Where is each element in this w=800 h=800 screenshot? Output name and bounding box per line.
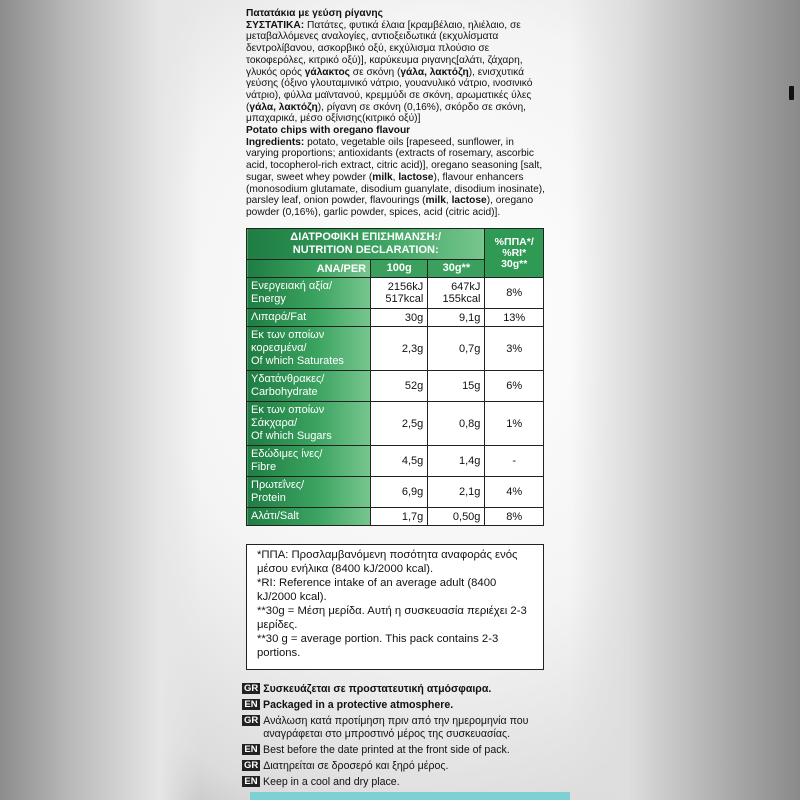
language-badge: EN <box>242 744 260 755</box>
storage-text: Keep in a cool and dry place. <box>263 776 400 788</box>
storage-text: Ανάλωση κατά προτίμηση πριν από την ημερομηνία που αναγράφεται στο μπροστινό μέρος της συσκευασίας. <box>263 715 529 740</box>
language-badge: GR <box>244 715 259 726</box>
value-100g: 30g <box>371 309 428 327</box>
nutrient-label: Ενεργειακή αξία/ Energy <box>247 278 371 309</box>
nutrition-row <box>247 371 544 402</box>
value-30g: 0,50g <box>428 508 485 526</box>
nutrient-label: Υδατάνθρακες/ Carbohydrate <box>247 371 371 402</box>
language-badge: GR <box>244 760 259 771</box>
col-100g: 100g <box>371 260 428 278</box>
footnote-en-ri: *RI: Reference intake of an average adult (8400 kJ/2000 kcal). <box>257 577 497 603</box>
value-30g: 647kJ 155kcal <box>428 278 485 309</box>
storage-line <box>242 744 572 757</box>
nutrient-label: Εκ των οποίων κορεσμένα/ Of which Saturates <box>247 327 371 371</box>
nutrition-row <box>247 327 544 371</box>
ri-header: %ΠΠΑ*/ %RI* 30g** <box>485 229 544 278</box>
value-30g: 9,1g <box>428 309 485 327</box>
value-100g: 6,9g <box>371 477 428 508</box>
language-badge: EN <box>242 776 260 787</box>
nutrition-row <box>247 446 544 477</box>
storage-text: Διατηρείται σε δροσερό και ξηρό μέρος. <box>263 760 449 772</box>
nutrition-row <box>247 278 544 309</box>
storage-text: Packaged in a protective atmosphere. <box>263 699 454 711</box>
value-100g: 2156kJ 517kcal <box>371 278 428 309</box>
storage-text: Best before the date printed at the front side of pack. <box>263 744 510 756</box>
value-30g: 1,4g <box>428 446 485 477</box>
value-30g: 0,8g <box>428 402 485 446</box>
teal-strip <box>250 792 570 800</box>
storage-line <box>242 699 572 712</box>
nutrition-table <box>246 228 544 526</box>
nutrition-row <box>247 402 544 446</box>
storage-line <box>242 776 572 789</box>
language-badge: GR <box>244 683 259 694</box>
nutrition-row <box>247 477 544 508</box>
ingredients-block <box>246 8 546 219</box>
value-ri: 3% <box>485 327 544 371</box>
nutrient-label: Πρωτεΐνες/ Protein <box>247 477 371 508</box>
footnote-gr-portion: **30g = Μέση μερίδα. Αυτή η συσκευασία περιέχει 2-3 μερίδες. <box>257 605 527 631</box>
language-badge: EN <box>242 699 260 710</box>
value-ri: 6% <box>485 371 544 402</box>
nutrition-table-wrap <box>246 228 544 526</box>
value-100g: 4,5g <box>371 446 428 477</box>
value-ri: 1% <box>485 402 544 446</box>
nutrition-row <box>247 309 544 327</box>
value-100g: 52g <box>371 371 428 402</box>
nutrient-label: Εκ των οποίων Σάκχαρα/ Of which Sugars <box>247 402 371 446</box>
storage-line <box>242 760 572 773</box>
value-ri: 4% <box>485 477 544 508</box>
bag-right-edge <box>570 0 800 800</box>
value-ri: - <box>485 446 544 477</box>
print-mark <box>789 86 794 100</box>
footnote-gr-ri: *ΠΠΑ: Προσλαμβανόμενη ποσότητα αναφοράς ενός μέσου ενήλικα (8400 kJ/2000 kcal). <box>257 549 518 575</box>
value-ri: 13% <box>485 309 544 327</box>
value-100g: 2,3g <box>371 327 428 371</box>
ingredients-gr: ΣΥΣΤΑΤΙΚΑ: Πατάτες, φυτικά έλαια [κραμβέλαιο, ηλιέλαιο, σε μεταβαλλόμενες αναλογίες, αντιοξειδωτικά (εκχυλίσματα δεντρολίβανου, ασκορβικό οξύ, εκχύλισμα πλούσιο σε τοκοφερόλες, κιτρικό οξύ)], καρύκευμα ριγανης[αλάτι, ζάχαρη, γλυκός ορός γάλακτος σε σκόνη (γάλα, λακτόζη), ενισχυτικά γεύσης (όξινο γλουταμινικό νάτριο, γουανυλικό νάτριο, ινοσινικό νάτριο), φύλλα μαϊντανού, κρεμμύδι σε σκόνη, αρωματικές ύλες (γάλα, λακτόζη), ρίγανη σε σκόνη (0,16%), σκόρδο σε σκόνη, μπαχαρικά, μέσο οξίνισης(κιτρικό οξύ)] <box>246 19 533 125</box>
storage-text: Συσκευάζεται σε προστατευτική ατμόσφαιρα. <box>263 683 492 695</box>
nutrition-heading: ΔΙΑΤΡΟΦΙΚΗ ΕΠΙΣΗΜΑΝΣΗ:/ NUTRITION DECLARATION: <box>247 229 485 260</box>
footnote-en-portion: **30 g = average portion. This pack contains 2-3 portions. <box>257 633 499 659</box>
value-100g: 2,5g <box>371 402 428 446</box>
product-title-gr: Πατατάκια με γεύση ρίγανης <box>246 8 383 19</box>
nutrient-label: Εδώδιμες ίνες/ Fibre <box>247 446 371 477</box>
storage-line <box>242 683 572 696</box>
product-title-en: Potato chips with oregano flavour <box>246 125 411 137</box>
value-100g: 1,7g <box>371 508 428 526</box>
value-30g: 0,7g <box>428 327 485 371</box>
value-30g: 2,1g <box>428 477 485 508</box>
value-30g: 15g <box>428 371 485 402</box>
nutrition-rows <box>247 278 544 526</box>
value-ri: 8% <box>485 278 544 309</box>
col-30g: 30g** <box>428 260 485 278</box>
value-ri: 8% <box>485 508 544 526</box>
nutrient-label: Αλάτι/Salt <box>247 508 371 526</box>
per-label: ΑΝΑ/PER <box>247 260 371 278</box>
nutrition-row <box>247 508 544 526</box>
storage-line <box>242 715 572 741</box>
ingredients-en: Ingredients: potato, vegetable oils [rapeseed, sunflower, in varying proportions; antioxidants (extracts of rosemary, ascorbic acid, tocopherol-rich extract, citric acid)], oregano seasoning [salt, sugar, sweet whey powder (milk, lactose), flavour enhancers (monosodium glutamate, disodium guanylate, disodium inosinate), parsley leaf, onion powder, flavourings (milk, lactose), oregano powder (0,16%), garlic powder, spices, acid (citric acid)]. <box>246 136 545 218</box>
footnotes <box>246 544 544 670</box>
storage-info <box>242 683 572 792</box>
nutrient-label: Λιπαρά/Fat <box>247 309 371 327</box>
bag-left-edge <box>0 0 200 800</box>
